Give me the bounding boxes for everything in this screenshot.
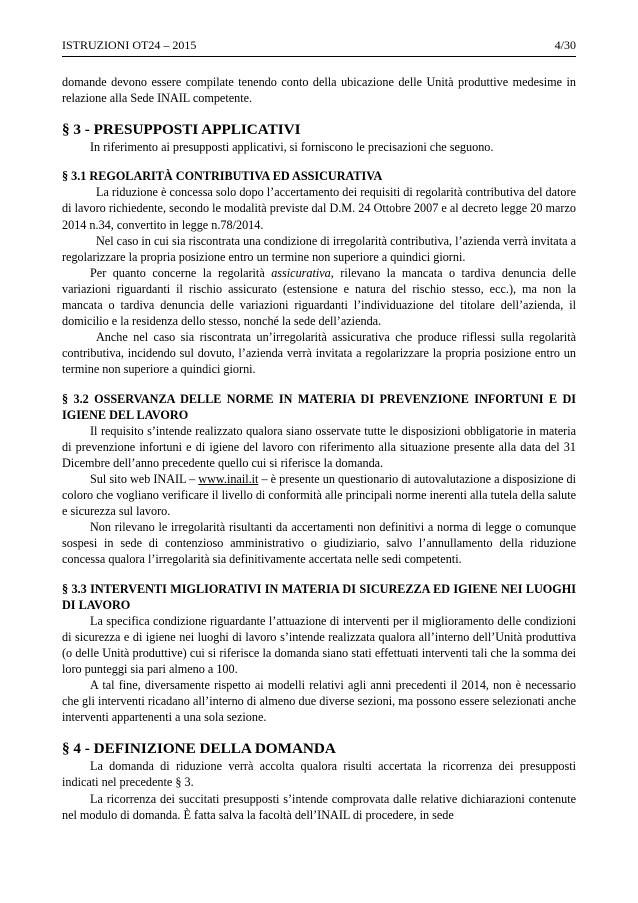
section-4-paragraph-2: La ricorrenza dei succitati presupposti s’intende comprovata dalle relative dichiarazioni contenute nel modulo di domanda. È fatta salva la facoltà dell’INAIL di procedere, in sede bbox=[62, 791, 576, 822]
section-3-3-heading: § 3.3 INTERVENTI MIGLIORATIVI IN MATERIA DI SICUREZZA ED IGIENE NEI LUOGHI DI LAVORO bbox=[62, 581, 576, 612]
section-3-2-paragraph-2 bbox=[62, 471, 576, 519]
emphasis-text: assicurativa bbox=[271, 265, 331, 280]
paragraph-text: Per quanto concerne la regolarità bbox=[90, 265, 272, 280]
section-3-2-paragraph-1: Il requisito s’intende realizzato qualora siano osservate tutte le disposizioni obbligatorie in materia di prevenzione infortuni e di igiene del lavoro con riferimento alla situazione presente alla data del 31 Dicembre dell’anno precedente quello cui si riferisce la domanda. bbox=[62, 423, 576, 470]
header-title: ISTRUZIONI OT24 – 2015 bbox=[62, 38, 197, 52]
section-3-1-paragraph-4: Anche nel caso sia riscontrata un’irregolarità assicurativa che produce riflessi sulla regolarità contributiva, incidendo sul dovuto, l’azienda verrà invitata a regolarizzare la propria posizione entro un termine non superiore a quindici giorni. bbox=[62, 330, 576, 377]
section-3-paragraph: In riferimento ai presupposti applicativi, si forniscono le precisazioni che seguono. bbox=[90, 140, 494, 155]
section-3-1-paragraph-3 bbox=[62, 265, 576, 329]
section-3-1-paragraph-1: La riduzione è concessa solo dopo l’accertamento dei requisiti di regolarità contributiva del datore di lavoro richiedente, secondo le modalità previste dal D.M. 24 Ottobre 2007 e al decreto legge 20 marzo 2014 n.34, convertito in legge n.78/2014. bbox=[62, 185, 576, 232]
section-4-heading: § 4 - DEFINIZIONE DELLA DOMANDA bbox=[62, 740, 336, 758]
section-3-2-heading: § 3.2 OSSERVANZA DELLE NORME IN MATERIA DI PREVENZIONE INFORTUNI E DI IGIENE DEL LAVORO bbox=[62, 391, 576, 422]
section-3-1-paragraph-2: Nel caso in cui sia riscontrata una condizione di irregolarità contributiva, l’azienda verrà invitata a regolarizzare la propria posizione entro un termine non superiore a quindici giorni. bbox=[62, 233, 576, 264]
paragraph-text: , rilevano la mancata o tardiva denuncia delle variazioni riguardanti il rischio assicurato (estensione e natura del rischio stesso, ecc.), ma non la mancata o tardiva denuncia delle variazioni riguardanti l’individuazione del titolare dell’azienda, il domicilio e la residenza dello stesso, nonché la sede dell’azienda. bbox=[62, 265, 576, 329]
intro-paragraph: domande devono essere compilate tenendo conto della ubicazione delle Unità produttive medesime in relazione alla Sede INAIL competente. bbox=[62, 75, 576, 106]
page-header bbox=[62, 38, 576, 57]
section-3-3-paragraph-1: La specifica condizione riguardante l’attuazione di interventi per il miglioramento delle condizioni di sicurezza e di igiene nei luoghi di lavoro s’intende realizzata qualora all’interno dell’Unità produttiva (o delle Unità produttive) cui si riferisce la domanda siano stati effettuati interventi tali che la somma dei loro punteggi sia pari almeno a 100. bbox=[62, 613, 576, 676]
section-3-3-paragraph-2: A tal fine, diversamente rispetto ai modelli relativi agli anni precedenti il 2014, non è necessario che gli interventi ricadano all’interno di almeno due diverse sezioni, ma possono essere selezionati anche interventi appartenenti a una sola sezione. bbox=[62, 678, 576, 725]
section-3-2-paragraph-3: Non rilevano le irregolarità risultanti da accertamenti non definitivi a norma di legge o comunque sospesi in sede di contenzioso amministrativo o giudiziario, salvo l’annullamento della riduzione concessa qualora l’irregolarità sia definitivamente accertata nelle sedi competenti. bbox=[62, 520, 576, 567]
section-4-paragraph-1: La domanda di riduzione verrà accolta qualora risulti accertata la ricorrenza dei presupposti indicati nel precedente § 3. bbox=[62, 759, 576, 790]
section-3-1-heading: § 3.1 REGOLARITÀ CONTRIBUTIVA ED ASSICURATIVA bbox=[62, 169, 383, 184]
paragraph-text: Sul sito web INAIL – bbox=[90, 471, 199, 486]
section-3-heading: § 3 - PRESUPPOSTI APPLICATIVI bbox=[62, 121, 301, 139]
inail-website-link[interactable]: www.inail.it bbox=[198, 471, 259, 486]
paragraph-text: – è presente un questionario di autovalutazione a disposizione di coloro che vogliano verificare il livello di conformità alle principali norme inerenti alla tutela della salute e sicurezza sul lavoro. bbox=[62, 471, 577, 519]
page-number: 4/30 bbox=[554, 38, 576, 52]
page-content bbox=[62, 74, 576, 823]
